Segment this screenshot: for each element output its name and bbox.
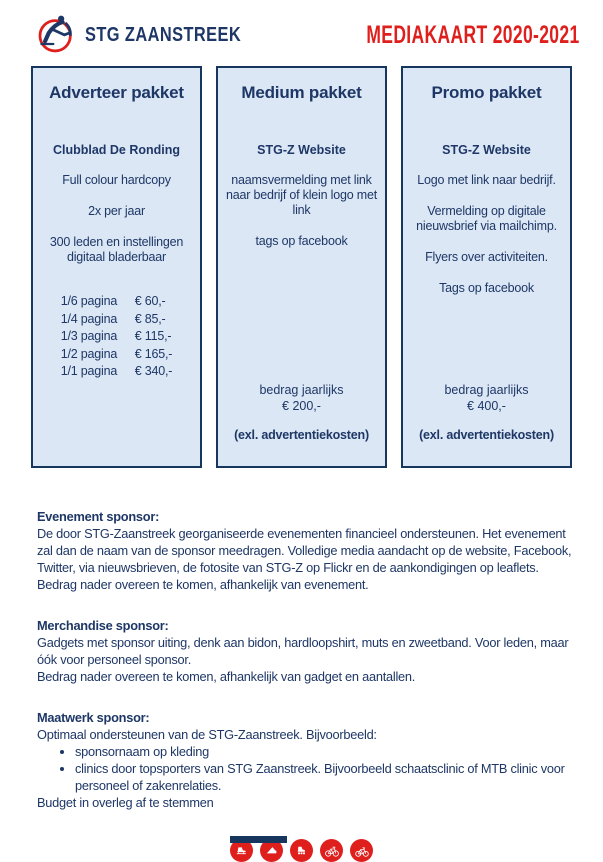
package-title: Promo pakket [431,83,542,102]
package-line: tags op facebook [255,234,348,248]
package-boxes [0,66,603,468]
stg-zaanstreek-logo-icon [34,10,80,61]
price-row [61,311,173,329]
price-value: € 85,- [134,311,166,326]
price-list [61,293,173,381]
section-body: De door STG-Zaanstreek georganiseerde evenementen financieel ondersteunen. Het evenement zal dan de naam van de sponsor meedragen. Volledige media aandacht op de website, Facebook, Twitter, via nieuwsbrieven, de fotosite van STG-Z op Flickr en de aankondigingen op leaflets. [37,526,572,575]
sport-icons-row [0,839,603,862]
price-label: 1/1 pagina [60,364,118,378]
header [0,0,603,58]
price-row [61,293,173,311]
fee-amount: € 400,- [467,399,506,413]
package-card-adverteer [31,66,202,468]
section-evenement-sponsor [37,508,573,593]
package-line: 2x per jaar [88,204,145,218]
fee-block [259,382,343,414]
brand [34,10,275,61]
mountain-bike-icon [350,839,373,862]
package-title: Medium pakket [241,83,362,102]
bullet-item: • sponsornaam op kleding [75,743,573,760]
road-bike-icon [320,839,343,862]
bullet-list [37,743,573,794]
package-card-promo [401,66,572,468]
package-line: Full colour hardcopy [62,173,171,187]
section-intro: Optimaal ondersteunen van de STG-Zaanstreek. Bijvoorbeeld: [37,727,377,742]
package-line: naamsvermelding met link naar bedrijf of klein logo met link [225,173,378,217]
package-subtitle: STG-Z Website [442,143,531,157]
package-line: Tags op facebook [439,281,534,295]
fee-note: (exl. advertentiekosten) [419,428,554,442]
fee-block [444,382,528,414]
page-title: MEDIAKAART 2020-2021 [366,20,580,49]
price-value: € 165,- [134,346,173,361]
fee-note: (exl. advertentiekosten) [234,428,369,442]
sponsor-sections [0,468,603,811]
package-subtitle: STG-Z Website [257,143,346,157]
price-label: 1/4 pagina [60,311,118,326]
fee-amount: € 200,- [282,399,321,413]
section-maatwerk-sponsor [37,709,573,811]
price-label: 1/6 pagina [60,294,118,308]
package-title: Adverteer pakket [49,83,184,102]
package-card-medium [216,66,387,468]
price-label: 1/3 pagina [60,329,118,343]
inline-skate-icon [290,839,313,862]
section-outro: Budget in overleg af te stemmen [37,795,214,810]
section-heading: Merchandise sponsor: [37,618,169,633]
package-line: Logo met link naar bedrijf. [417,173,556,187]
price-value: € 115,- [134,329,172,343]
price-row [61,346,173,364]
brand-name: STG ZAANSTREEK [85,23,242,46]
price-value: € 340,- [134,364,173,378]
package-line: Vermelding op digitale nieuwsbrief via mailchimp. [416,204,557,233]
section-note: Bedrag nader overeen te komen, afhankelijk van gadget en aantallen. [37,669,416,684]
price-row [61,328,173,346]
section-heading: Maatwerk sponsor: [37,710,150,725]
package-line: Flyers over activiteiten. [425,250,548,264]
section-merchandise-sponsor [37,617,573,685]
section-note: Bedrag nader overeen te komen, afhankelijk van evenement. [37,577,369,592]
section-body: Gadgets met sponsor uiting, denk aan bidon, hardloopshirt, muts en zweetband. Voor leden, maar óók voor personeel sponsor. [37,635,569,667]
price-label: 1/2 pagina [60,346,118,361]
fee-label: bedrag jaarlijks [444,383,529,397]
fee-label: bedrag jaarlijks [259,383,344,397]
price-row [61,363,173,381]
bullet-item: • clinics door topsporters van STG Zaanstreek. Bijvoorbeeld schaatsclinic of MTB clinic voor personeel of zakenrelaties. [75,760,573,794]
price-value: € 60,- [134,294,166,308]
package-subtitle: Clubblad De Ronding [52,143,181,157]
package-line: 300 leden en instellingen digitaal bladerbaar [49,235,184,264]
section-heading: Evenement sponsor: [37,509,160,524]
bottom-page-bar [230,836,287,843]
